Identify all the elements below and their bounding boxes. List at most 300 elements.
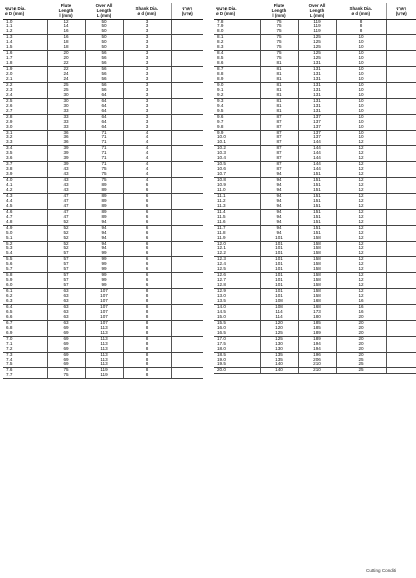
table-row <box>214 368 416 374</box>
cell-shank-diameter: 10 <box>336 93 386 98</box>
cell-shank-diameter: 3 <box>123 109 171 114</box>
cell-overall-length: 99 <box>85 283 123 288</box>
cell-overall-length: 168 <box>298 304 336 309</box>
cell-overall-length: 75 <box>85 172 123 177</box>
cell-overall-length: 50 <box>85 24 123 29</box>
cell-overall-length: 94 <box>85 241 123 246</box>
cell-flute-length: 125 <box>260 331 298 336</box>
cell-overall-length: 113 <box>85 358 123 363</box>
cell-diameter: 1.2 <box>3 29 47 34</box>
cell-shank-diameter: 6 <box>123 215 171 220</box>
cell-overall-length: 64 <box>85 120 123 125</box>
cell-flute-length: 43 <box>47 172 85 177</box>
cell-shank-diameter: 10 <box>336 35 386 40</box>
cell-flute-length: 94 <box>260 215 298 220</box>
cell-overall-length: 196 <box>298 352 336 357</box>
cell-overall-length: 131 <box>298 72 336 77</box>
cell-flute-length: 43 <box>47 178 85 183</box>
cell-shank-diameter: 12 <box>336 289 386 294</box>
cell-flute-length: 63 <box>47 299 85 304</box>
cell-flute-length: 43 <box>47 188 85 193</box>
cell-diameter: 5.3 <box>6 246 13 251</box>
cell-overall-length: 210 <box>298 362 336 367</box>
cell-diameter: 1.5 <box>3 45 47 50</box>
cell-shank-diameter: 3 <box>123 120 171 125</box>
cell-overall-length: 137 <box>298 120 336 125</box>
cell-overall-length: 64 <box>85 114 123 119</box>
cell-diameter: 2.1 <box>3 77 47 82</box>
cell-flute-length: 87 <box>260 167 298 172</box>
cell-flute-length: 69 <box>47 336 85 341</box>
cell-flute-length: 75 <box>260 56 298 61</box>
cell-flute-length: 101 <box>260 278 298 283</box>
cell-diameter: 8.3 <box>214 45 260 50</box>
cell-flute-length: 47 <box>47 199 85 204</box>
cell-diameter: 18.0 <box>214 347 260 352</box>
cell-shank-diameter: 8 <box>336 19 386 24</box>
cell-flute-length: 69 <box>47 331 85 336</box>
cell-overall-length: 56 <box>85 72 123 77</box>
cell-diameter: 10.6 <box>217 167 226 172</box>
cell-flute-length: 101 <box>260 283 298 288</box>
cell-flute-length: 69 <box>47 326 85 331</box>
cell-flute-length: 94 <box>260 172 298 177</box>
cell-shank-diameter: 12 <box>336 225 386 230</box>
cell-shank-diameter: 12 <box>336 273 386 278</box>
cell-diameter: 12.0 <box>217 241 226 246</box>
cell-price <box>171 373 203 378</box>
cell-overall-length: 173 <box>298 310 336 315</box>
cell-flute-length: 108 <box>260 299 298 304</box>
cell-overall-length: 151 <box>298 193 336 198</box>
cell-overall-length: 89 <box>85 204 123 209</box>
cell-diameter: 1.3 <box>6 34 13 40</box>
cell-overall-length: 107 <box>85 320 123 325</box>
cell-overall-length: 50 <box>85 40 123 45</box>
cell-diameter: 11.2 <box>217 198 226 203</box>
cell-flute-length: 101 <box>260 257 298 262</box>
cell-shank-diameter: 6 <box>123 188 171 193</box>
cell-overall-length: 125 <box>298 45 336 50</box>
cell-diameter: 6.2 <box>6 294 13 299</box>
cell-diameter: 10.4 <box>214 156 260 161</box>
cell-flute-length: 14 <box>47 24 85 29</box>
cell-flute-length: 22 <box>47 67 85 72</box>
cell-diameter: 12.1 <box>217 246 226 251</box>
cell-flute-length: 87 <box>260 151 298 156</box>
cell-diameter: 6.0 <box>3 283 47 288</box>
cell-diameter: 17.5 <box>217 341 226 346</box>
cell-flute-length: 30 <box>47 98 85 103</box>
cell-diameter: 9.7 <box>217 119 224 124</box>
cell-shank-diameter: 12 <box>336 162 386 167</box>
cell-flute-length: 94 <box>260 193 298 198</box>
cell-diameter: 12.4 <box>217 262 226 267</box>
cell-diameter: 3.3 <box>3 140 47 145</box>
cell-diameter: 12.8 <box>214 283 260 288</box>
cell-flute-length: 52 <box>47 241 85 246</box>
cell-diameter: 5.6 <box>6 262 13 267</box>
cell-shank-diameter: 10 <box>336 82 386 87</box>
cell-flute-length: 94 <box>260 183 298 188</box>
cell-diameter: 2.4 <box>3 93 47 98</box>
cell-overall-length: 144 <box>298 151 336 156</box>
cell-overall-length: 89 <box>85 199 123 204</box>
cell-flute-length: 87 <box>260 120 298 125</box>
cell-flute-length: 101 <box>260 267 298 272</box>
cell-overall-length: 119 <box>85 373 123 378</box>
cell-flute-length: 69 <box>47 347 85 352</box>
cell-flute-length: 94 <box>260 225 298 230</box>
cell-shank-diameter: 3 <box>123 98 171 103</box>
cell-flute-length: 43 <box>47 183 85 188</box>
cell-diameter: 7.1 <box>6 341 13 346</box>
cell-flute-length: 101 <box>260 236 298 241</box>
footer-caption: Cutting Conditi <box>366 568 397 573</box>
cell-flute-length: 81 <box>260 98 298 103</box>
cell-flute-length: 36 <box>47 140 85 145</box>
cell-shank-diameter: 10 <box>336 135 386 140</box>
cell-flute-length: 130 <box>260 347 298 352</box>
cell-diameter: 13.5 <box>214 299 260 304</box>
cell-overall-length: 107 <box>85 294 123 299</box>
cell-overall-length: 151 <box>298 231 336 236</box>
header-diameter: ขนาด Dia. ø D (mm) <box>3 3 47 19</box>
cell-shank-diameter: 3 <box>123 82 171 87</box>
cell-diameter: 1.8 <box>3 61 47 66</box>
cell-diameter: 12.2 <box>214 251 260 256</box>
cell-shank-diameter: 12 <box>336 188 386 193</box>
cell-overall-length: 56 <box>85 77 123 82</box>
cell-flute-length: 75 <box>260 19 298 24</box>
cell-overall-length: 113 <box>85 347 123 352</box>
cell-flute-length: 101 <box>260 262 298 267</box>
cell-shank-diameter: 20 <box>336 315 386 320</box>
cell-overall-length: 113 <box>85 331 123 336</box>
cell-overall-length: 50 <box>85 35 123 40</box>
cell-flute-length: 20 <box>47 56 85 61</box>
cell-overall-length: 75 <box>85 167 123 172</box>
cell-diameter: 1.1 <box>6 24 13 29</box>
cell-overall-length: 56 <box>85 61 123 66</box>
cell-diameter: 4.9 <box>6 225 13 230</box>
cell-flute-length: 57 <box>47 251 85 256</box>
cell-shank-diameter: 4 <box>123 178 171 183</box>
cell-overall-length: 99 <box>85 251 123 256</box>
header-diameter: ขนาด Dia. ø D (mm) <box>214 3 260 19</box>
cell-flute-length: 94 <box>260 199 298 204</box>
cell-diameter: 2.0 <box>6 72 13 77</box>
cell-diameter: 4.6 <box>6 209 13 214</box>
cell-shank-diameter: 10 <box>336 130 386 135</box>
cell-flute-length: 57 <box>47 278 85 283</box>
cell-flute-length: 39 <box>47 146 85 151</box>
cell-shank-diameter: 10 <box>336 104 386 109</box>
cell-shank-diameter: 4 <box>123 135 171 140</box>
cell-flute-length: 94 <box>260 209 298 214</box>
cell-flute-length: 30 <box>47 93 85 98</box>
cell-flute-length: 43 <box>47 167 85 172</box>
cell-flute-length: 81 <box>260 77 298 82</box>
cell-diameter: 11.3 <box>214 204 260 209</box>
cell-shank-diameter: 6 <box>123 246 171 251</box>
cell-shank-diameter: 10 <box>336 51 386 56</box>
cell-overall-length: 71 <box>85 130 123 135</box>
cell-diameter: 1.6 <box>6 50 13 56</box>
cell-diameter: 8.9 <box>214 77 260 82</box>
cell-overall-length: 137 <box>298 135 336 140</box>
cell-diameter: 3.1 <box>6 130 13 135</box>
cell-diameter: 2.6 <box>6 103 13 108</box>
cell-overall-length: 158 <box>298 278 336 283</box>
cell-diameter: 15.5 <box>217 320 226 325</box>
cell-shank-diameter: 3 <box>123 51 171 56</box>
cell-flute-length: 75 <box>47 368 85 373</box>
cell-shank-diameter: 10 <box>336 98 386 103</box>
left-table-body <box>3 19 203 379</box>
cell-overall-length: 71 <box>85 151 123 156</box>
cell-shank-diameter: 10 <box>336 67 386 72</box>
cell-overall-length: 71 <box>85 140 123 145</box>
cell-shank-diameter: 6 <box>123 193 171 198</box>
cell-diameter: 5.9 <box>6 278 13 283</box>
cell-flute-length: 81 <box>260 67 298 72</box>
cell-overall-length: 158 <box>298 241 336 246</box>
cell-overall-length: 56 <box>85 82 123 87</box>
cell-diameter: 2.9 <box>6 119 13 124</box>
cell-diameter: 10.5 <box>217 161 226 167</box>
cell-overall-length: 158 <box>298 246 336 251</box>
cell-overall-length: 151 <box>298 225 336 230</box>
cell-overall-length: 131 <box>298 61 336 66</box>
cell-diameter: 12.5 <box>214 267 260 272</box>
cell-shank-diameter: 8 <box>123 326 171 331</box>
cell-flute-length: 101 <box>260 273 298 278</box>
cell-shank-diameter: 12 <box>336 146 386 151</box>
cell-flute-length: 63 <box>47 315 85 320</box>
cell-flute-length: 69 <box>47 362 85 367</box>
cell-shank-diameter: 12 <box>336 178 386 183</box>
cell-flute-length: 63 <box>47 304 85 309</box>
cell-flute-length: 63 <box>47 320 85 325</box>
cell-diameter: 7.9 <box>217 24 224 29</box>
cell-shank-diameter: 3 <box>123 45 171 50</box>
cell-overall-length: 56 <box>85 67 123 72</box>
cell-flute-length: 52 <box>47 225 85 230</box>
cell-shank-diameter: 10 <box>336 72 386 77</box>
cell-flute-length: 87 <box>260 162 298 167</box>
cell-flute-length: 108 <box>260 304 298 309</box>
cell-diameter: 3.4 <box>6 145 13 151</box>
cell-overall-length: 131 <box>298 93 336 98</box>
cell-overall-length: 99 <box>85 257 123 262</box>
cell-shank-diameter: 8 <box>336 29 386 34</box>
cell-overall-length: 210 <box>298 368 336 374</box>
cell-overall-length: 137 <box>298 125 336 130</box>
cell-shank-diameter: 16 <box>336 304 386 309</box>
cell-flute-length: 120 <box>260 320 298 325</box>
cell-flute-length: 75 <box>260 35 298 40</box>
cell-diameter: 10.9 <box>217 183 226 188</box>
cell-overall-length: 99 <box>85 267 123 272</box>
cell-shank-diameter: 3 <box>123 61 171 66</box>
cell-flute-length: 130 <box>260 342 298 347</box>
cell-diameter: 17.0 <box>217 336 226 341</box>
cell-shank-diameter: 12 <box>336 209 386 214</box>
cell-diameter: 6.8 <box>6 325 13 330</box>
cell-diameter: 5.7 <box>3 267 47 272</box>
cell-overall-length: 89 <box>85 188 123 193</box>
cell-flute-length: 125 <box>260 336 298 341</box>
cell-diameter: 16.5 <box>214 331 260 336</box>
cell-overall-length: 151 <box>298 209 336 214</box>
cell-flute-length: 81 <box>260 82 298 87</box>
cell-flute-length: 87 <box>260 130 298 135</box>
cell-overall-length: 107 <box>85 310 123 315</box>
cell-shank-diameter: 10 <box>336 40 386 45</box>
cell-diameter: 19.5 <box>214 362 260 367</box>
cell-diameter: 1.9 <box>6 66 13 72</box>
cell-shank-diameter: 3 <box>123 125 171 130</box>
cell-shank-diameter: 12 <box>336 246 386 251</box>
cell-flute-length: 94 <box>260 204 298 209</box>
cell-diameter: 9.9 <box>217 130 224 135</box>
cell-flute-length: 94 <box>260 178 298 183</box>
cell-overall-length: 113 <box>85 326 123 331</box>
cell-overall-length: 94 <box>85 231 123 236</box>
cell-diameter: 4.4 <box>6 198 13 203</box>
cell-flute-length: 63 <box>47 294 85 299</box>
cell-overall-length: 50 <box>85 19 123 24</box>
cell-flute-length: 57 <box>47 283 85 288</box>
cell-shank-diameter: 6 <box>123 241 171 246</box>
cell-overall-length: 131 <box>298 109 336 114</box>
cell-overall-length: 189 <box>298 336 336 341</box>
header-shank-diameter: Shank Dia. ø d (mm) <box>336 3 386 19</box>
cell-flute-length: 87 <box>260 114 298 119</box>
cell-diameter: 11.0 <box>214 188 260 193</box>
cell-flute-length: 18 <box>47 45 85 50</box>
cell-shank-diameter: 3 <box>123 77 171 82</box>
cell-diameter: 19.0 <box>217 357 226 362</box>
cell-shank-diameter: 12 <box>336 251 386 256</box>
cell-flute-length: 120 <box>260 326 298 331</box>
cell-shank-diameter: 20 <box>336 336 386 341</box>
cell-overall-length: 158 <box>298 262 336 267</box>
cell-diameter: 10.3 <box>217 151 226 156</box>
cell-diameter: 2.2 <box>6 82 13 87</box>
header-price: ราคา (บาท) <box>386 3 416 19</box>
cell-shank-diameter: 3 <box>123 40 171 45</box>
cell-diameter: 10.8 <box>217 177 226 183</box>
cell-shank-diameter: 12 <box>336 167 386 172</box>
cell-diameter: 14.0 <box>217 304 226 309</box>
cell-shank-diameter: 12 <box>336 241 386 246</box>
cell-diameter: 4.1 <box>6 183 13 188</box>
cell-diameter: 6.7 <box>6 320 13 325</box>
cell-diameter: 5.1 <box>3 236 47 241</box>
cell-diameter: 8.4 <box>217 50 224 56</box>
cell-diameter: 1.0 <box>6 19 13 24</box>
header-flute-length: Flute Length l (mm) <box>47 3 85 19</box>
cell-overall-length: 144 <box>298 167 336 172</box>
cell-flute-length: 24 <box>47 72 85 77</box>
cell-diameter: 6.4 <box>6 304 13 309</box>
cell-diameter: 11.8 <box>217 230 226 235</box>
cell-overall-length: 158 <box>298 251 336 256</box>
cell-flute-length: 140 <box>260 362 298 367</box>
cell-flute-length: 22 <box>47 61 85 66</box>
cell-overall-length: 94 <box>85 246 123 251</box>
cell-diameter: 11.9 <box>214 236 260 241</box>
cell-overall-length: 151 <box>298 188 336 193</box>
cell-diameter: 3.5 <box>6 151 13 156</box>
cell-diameter: 5.2 <box>6 241 13 246</box>
cell-flute-length: 39 <box>47 156 85 161</box>
cell-diameter: 10.7 <box>214 172 260 177</box>
cell-shank-diameter: 4 <box>123 167 171 172</box>
cell-shank-diameter: 10 <box>336 125 386 130</box>
cell-shank-diameter: 12 <box>336 172 386 177</box>
cell-overall-length: 206 <box>298 358 336 363</box>
cell-shank-diameter: 12 <box>336 231 386 236</box>
cell-diameter: 7.8 <box>217 19 224 24</box>
cell-shank-diameter: 8 <box>123 310 171 315</box>
cell-diameter: 7.3 <box>6 352 13 357</box>
cell-shank-diameter: 8 <box>123 289 171 294</box>
cell-shank-diameter: 8 <box>123 358 171 363</box>
cell-shank-diameter: 10 <box>336 61 386 66</box>
cell-diameter: 6.6 <box>3 315 47 320</box>
cell-overall-length: 113 <box>85 336 123 341</box>
cell-flute-length: 25 <box>47 82 85 87</box>
header-flute-length: Flute Length l (mm) <box>260 3 298 19</box>
cell-overall-length: 119 <box>298 24 336 29</box>
cell-overall-length: 56 <box>85 88 123 93</box>
cell-flute-length: 16 <box>47 35 85 40</box>
cell-flute-length: 87 <box>260 140 298 145</box>
cell-shank-diameter: 12 <box>336 236 386 241</box>
cell-overall-length: 189 <box>298 331 336 336</box>
cell-overall-length: 125 <box>298 35 336 40</box>
cell-shank-diameter: 8 <box>336 24 386 29</box>
cell-overall-length: 64 <box>85 98 123 103</box>
cell-flute-length: 47 <box>47 193 85 198</box>
cell-shank-diameter: 3 <box>123 67 171 72</box>
cell-diameter: 4.3 <box>6 193 13 198</box>
cell-diameter: 7.6 <box>6 367 13 373</box>
cell-flute-length: 24 <box>47 77 85 82</box>
cell-shank-diameter: 8 <box>123 342 171 347</box>
table-row <box>3 373 203 378</box>
cell-flute-length: 69 <box>47 358 85 363</box>
left-spec-table-panel <box>3 3 203 379</box>
cell-flute-length: 94 <box>260 188 298 193</box>
cell-shank-diameter: 8 <box>123 320 171 325</box>
cell-shank-diameter: 6 <box>123 220 171 225</box>
cell-shank-diameter: 8 <box>123 331 171 336</box>
cell-overall-length: 151 <box>298 220 336 225</box>
cell-shank-diameter: 8 <box>123 352 171 357</box>
cell-diameter: 8.2 <box>217 40 224 45</box>
cell-overall-length: 71 <box>85 135 123 140</box>
cell-overall-length: 144 <box>298 146 336 151</box>
cell-flute-length: 12 <box>47 19 85 24</box>
cell-shank-diameter: 12 <box>336 183 386 188</box>
cell-diameter: 9.2 <box>214 93 260 98</box>
cell-diameter: 1.7 <box>6 56 13 61</box>
cell-overall-length: 113 <box>85 362 123 367</box>
